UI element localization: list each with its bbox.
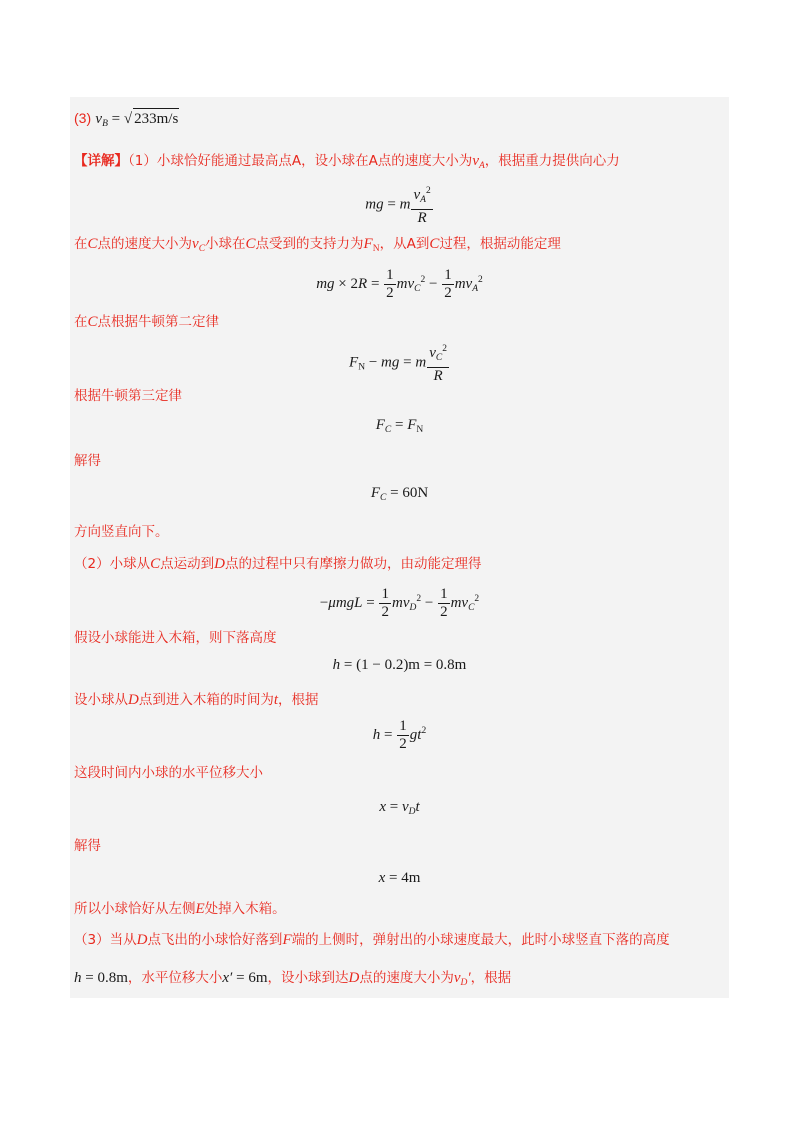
detail-line-4: 根据牛顿第三定律	[74, 388, 182, 404]
detail-line-9: 设小球从D点到进入木箱的时间为t，根据	[74, 692, 319, 708]
equation-x-result: x = 4m	[378, 870, 421, 886]
detail-line-7: （2）小球从C点运动到D点的过程中只有摩擦力做功，由动能定理得	[74, 556, 482, 572]
detail-line-3: 在C点根据牛顿第二定律	[74, 314, 220, 330]
detail-line-8: 假设小球能进入木箱，则下落高度	[74, 630, 277, 646]
equation-horizontal-displacement: $x = v_Dt$	[379, 799, 420, 817]
detail-line-2: 在C点的速度大小为$v_C$小球在C点受到的支持力为$F_N$，从A到C过程，根据动能定理	[74, 236, 561, 254]
equation-centripetal: mg = m $\frac{v_A^2}{R}$	[70, 183, 729, 227]
equation-free-fall: h = $\frac{1}{2}$ $gt^2$	[372, 718, 427, 752]
detail-line-13: （3）当从D点飞出的小球恰好落到F端的上侧时，弹射出的小球速度最大，此时小球竖直下落的高度	[74, 932, 670, 948]
answer-line-3: (3) $v_B$ = √ 233m/s	[74, 110, 179, 129]
detail-line-6: 方向竖直向下。	[74, 524, 169, 540]
equation-fc-result: $F_C = 60N$	[370, 485, 429, 503]
detail-line-10: 这段时间内小球的水平位移大小	[74, 765, 263, 781]
detail-line-12: 所以小球恰好从左侧E处掉入木箱。	[74, 901, 286, 917]
detail-line-14: h = 0.8m，水平位移大小x′ = 6m，设小球到达D点的速度大小为$v_D'$，根据	[74, 970, 512, 988]
detail-line-1: 【详解】（1）小球恰好能通过最高点A，设小球在A点的速度大小为$v_A$，根据重力提供向心力	[74, 153, 620, 171]
equation-fall-height: h = (1 − 0.2)m = 0.8m	[332, 657, 467, 673]
equation-newton-second: $F_N$ − mg = m $\frac{v_C^2}{R}$	[70, 341, 729, 385]
content-panel	[70, 97, 729, 998]
equation-friction-work: −μmgL = $\frac{1}{2}$ $mv_D^2$ − $\frac{1}{2}$ $mv_C^2$	[319, 586, 480, 620]
detail-line-11: 解得	[74, 838, 101, 854]
detail-line-5: 解得	[74, 453, 101, 469]
equation-work-energy: mg × 2R = $\frac{1}{2}$ $mv_C^2$ − $\frac{1}{2}$ $mv_A^2$	[316, 267, 483, 301]
equation-newton-third: $F_C = F_N$	[375, 417, 424, 435]
